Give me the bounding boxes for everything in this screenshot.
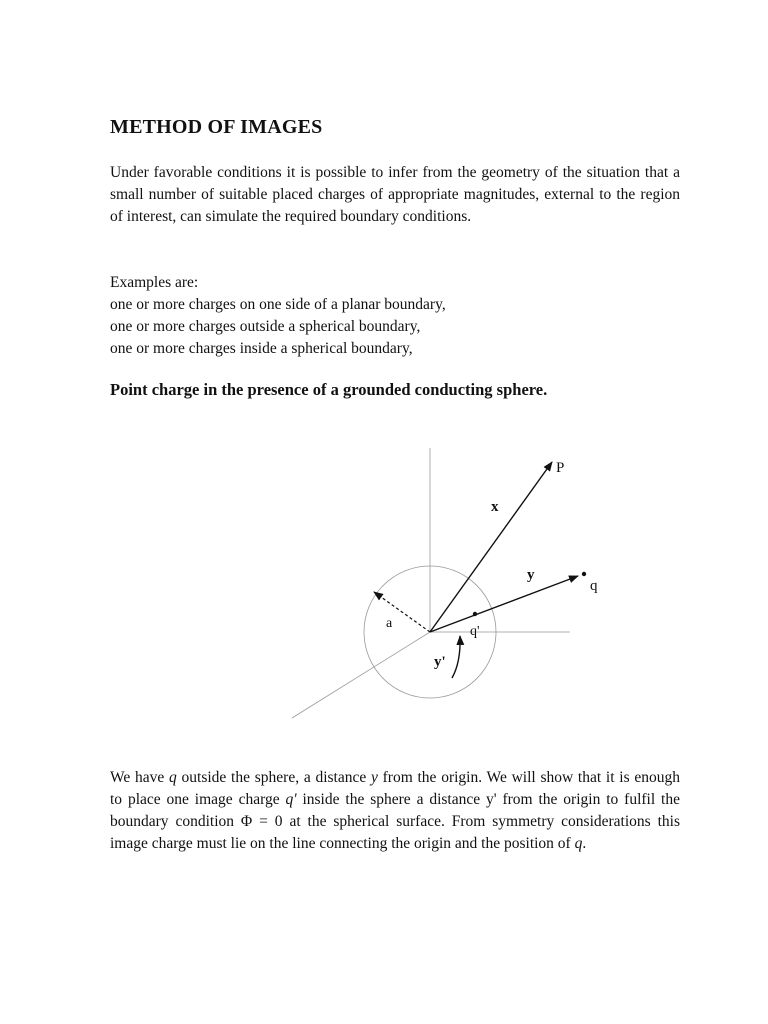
charge-q-point: [582, 572, 586, 576]
symbol-y: y: [370, 769, 378, 786]
diagonal-axis: [292, 632, 430, 718]
label-P: P: [556, 460, 565, 476]
body-text: .: [582, 835, 587, 852]
symbol-q: q: [574, 835, 583, 852]
charge-q-prime-point: [473, 612, 477, 616]
symbol-q-prime: q': [285, 791, 297, 808]
examples-heading: Examples are:: [110, 274, 199, 291]
y-vector: [430, 576, 578, 632]
body-text: inside the sphere a distance y' from the origin to fulfil the boundary condition Φ = 0 at the spherical surface. From symmetry considerations this image charge must lie on the line connecting the origin and the position of: [110, 791, 680, 852]
examples-block: [110, 272, 680, 360]
label-x: x: [491, 499, 499, 515]
label-y-prime: y': [434, 654, 446, 670]
example-item: one or more charges on one side of a planar boundary,: [110, 296, 446, 313]
label-y: y: [527, 567, 535, 583]
y-prime-arrow: [452, 636, 460, 678]
page-title: METHOD OF IMAGES: [110, 116, 323, 138]
section-subtitle: Point charge in the presence of a grounded conducting sphere.: [110, 380, 548, 399]
label-q: q: [590, 578, 598, 594]
sphere-diagram: [280, 440, 600, 730]
diagram-svg: [280, 440, 600, 730]
body-paragraph: [110, 767, 680, 855]
body-text: We have: [110, 769, 170, 786]
body-text: from the origin. We will show that it is enough to place one image charge: [110, 769, 680, 808]
radius-vector: [374, 592, 430, 632]
example-item: one or more charges outside a spherical boundary,: [110, 318, 421, 335]
label-q-prime: q': [470, 624, 480, 639]
symbol-q: q: [169, 769, 177, 786]
intro-paragraph: Under favorable conditions it is possible to infer from the geometry of the situation that a small number of suitable placed charges of appropriate magnitudes, external to the region of interest, can simulate the required boundary conditions.: [110, 164, 680, 225]
body-text: outside the sphere, a distance: [176, 769, 371, 786]
example-item: one or more charges inside a spherical boundary,: [110, 340, 413, 357]
label-a: a: [386, 616, 393, 631]
